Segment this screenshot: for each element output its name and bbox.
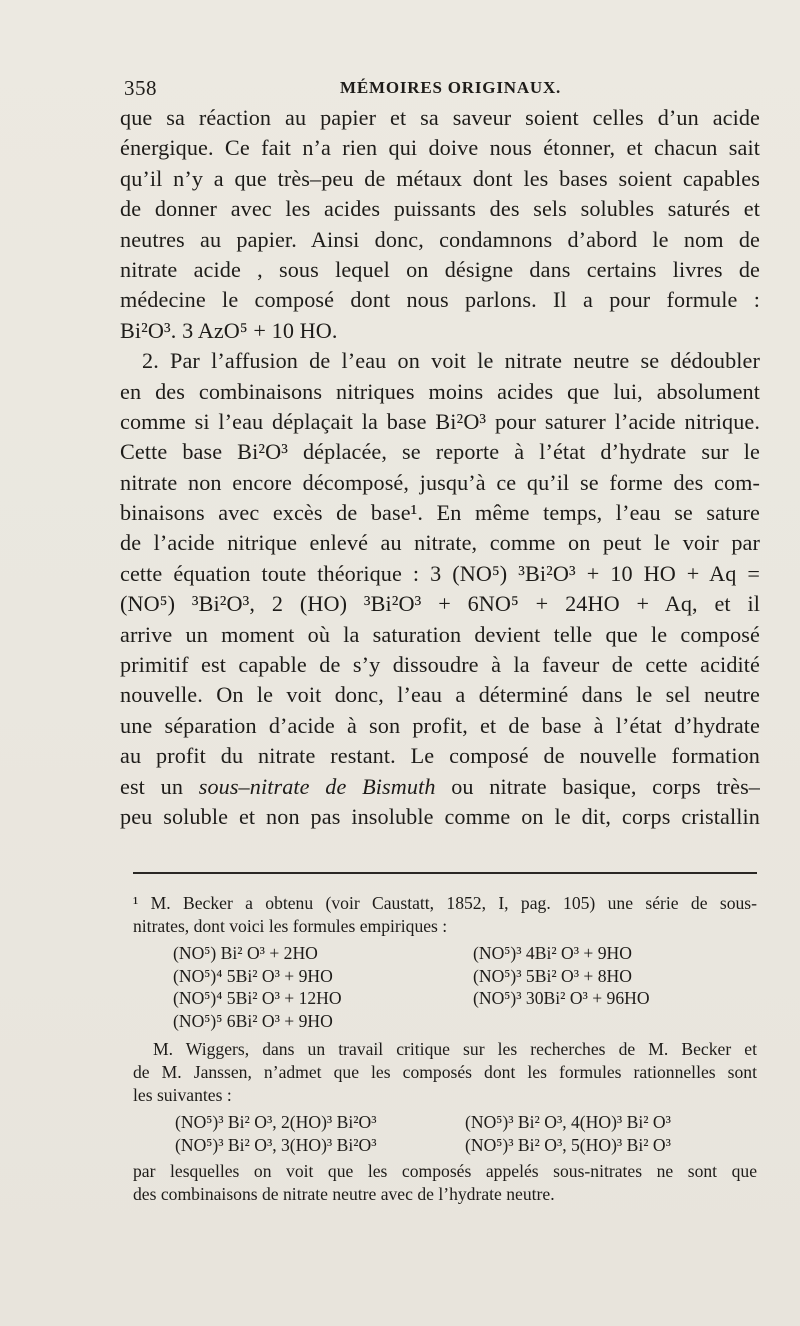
formula-cell: (NO⁵)³ 30Bi² O³ + 96HO [473,988,650,1008]
formula-cell: (NO⁵)³ 4Bi² O³ + 9HO [473,943,632,963]
text-line: une séparation d’acide à son profit, et de base à l’état d’hydrate [120,712,760,738]
main-text [120,103,760,832]
formula-table-wiggers [175,1111,757,1156]
text-line: primitif est capable de s’y dissoudre à la faveur de cette acidité [120,652,760,678]
text-line: de donner avec les acides puissants des sels solubles saturés et [120,196,760,222]
text-line-with-italic [120,772,760,802]
text-line: comme si l’eau déplaçait la base Bi²O³ pour saturer l’acide nitrique. [120,408,760,434]
formula-cell: (NO⁵)³ 5Bi² O³ + 8HO [473,965,632,986]
page-number: 358 [124,76,157,100]
formula-cell: (NO⁵)³ Bi² O³, 2(HO)³ Bi²O³ [175,1112,377,1132]
formula-cell: (NO⁵) Bi² O³ + 2HO [173,943,318,963]
text-line: arrive un moment où la saturation devient telle que le composé [120,621,760,647]
footnote-line: ¹ M. Becker a obtenu (voir Caustatt, 1852, I, pag. 105) une série de sous- [133,893,757,913]
equation-line: (NO⁵) ³Bi²O³, 2 (HO) ³Bi²O³ + 6NO⁵ + 24HO + Aq, et il [120,591,760,617]
text-fragment: est un [120,773,184,799]
footnote-line: M. Wiggers, dans un travail critique sur les recherches de M. Becker et [153,1039,757,1059]
text-line: de l’acide nitrique enlevé au nitrate, comme on peut le voir par [120,530,760,556]
text-line: en des combinaisons nitriques moins acides que lui, absolument [120,378,760,404]
page-header [120,74,760,102]
formula-cell: (NO⁵)⁵ 6Bi² O³ + 9HO [173,1010,333,1031]
text-line: neutres au papier. Ainsi donc, condamnons d’abord le nom de [120,226,760,252]
text-line: binaisons avec excès de base¹. En même temps, l’eau se sature [120,500,760,526]
text-line: nouvelle. On le voit donc, l’eau a déterminé dans le sel neutre [120,682,760,708]
text-line: médecine le composé dont nous parlons. Il a pour formule : [120,287,760,313]
formula-line: Bi²O³. 3 AzO⁵ + 10 HO. [120,317,338,343]
text-line: au profit du nitrate restant. Le composé de nouvelle formation [120,743,760,769]
formula-cell: (NO⁵)⁴ 5Bi² O³ + 9HO [173,965,333,986]
running-title: MÉMOIRES ORIGINAUX. [340,78,562,97]
text-line: qu’il n’y a que très–peu de métaux dont les bases soient capables [120,165,760,191]
footnote-line: des combinaisons de nitrate neutre avec de l’hydrate neutre. [133,1184,555,1204]
formula-cell: (NO⁵)⁴ 5Bi² O³ + 12HO [173,988,342,1008]
formula-table-becker [173,942,757,1032]
paragraph-start-line: 2. Par l’affusion de l’eau on voit le nitrate neutre se dédoubler [142,348,760,374]
formula-cell: (NO⁵)³ Bi² O³, 5(HO)³ Bi² O³ [465,1134,671,1155]
footnote-line: par lesquelles on voit que les composés appelés sous-nitrates ne sont que [133,1161,757,1181]
footnote-block [133,892,757,1206]
footnote-divider [133,872,757,874]
text-line: peu soluble et non pas insoluble comme on le dit, corps cristallin [120,803,760,829]
equation-line: cette équation toute théorique : 3 (NO⁵) ³Bi²O³ + 10 HO + Aq = [120,560,760,586]
text-line: que sa réaction au papier et sa saveur soient celles d’un acide [120,105,760,130]
footnote-line: nitrates, dont voici les formules empiriques : [133,916,448,936]
italic-term: sous–nitrate de Bismuth [198,773,436,799]
formula-cell: (NO⁵)³ Bi² O³, 3(HO)³ Bi²O³ [175,1134,377,1155]
text-line: énergique. Ce fait n’a rien qui doive nous étonner, et chacun sait [120,135,760,161]
text-fragment: ou nitrate basique, corps très– [451,773,761,799]
text-line: nitrate acide , sous lequel on désigne dans certains livres de [120,256,760,282]
footnote-line: les suivantes : [133,1085,232,1105]
formula-cell: (NO⁵)³ Bi² O³, 4(HO)³ Bi² O³ [465,1112,671,1132]
text-line: Cette base Bi²O³ déplacée, se reporte à l’état d’hydrate sur le [120,439,760,465]
footnote-line: de M. Janssen, n’admet que les composés dont les formules rationnelles sont [133,1062,757,1082]
text-line: nitrate non encore décomposé, jusqu’à ce qu’il se forme des com- [120,469,760,495]
formula-cell [473,1010,773,1033]
